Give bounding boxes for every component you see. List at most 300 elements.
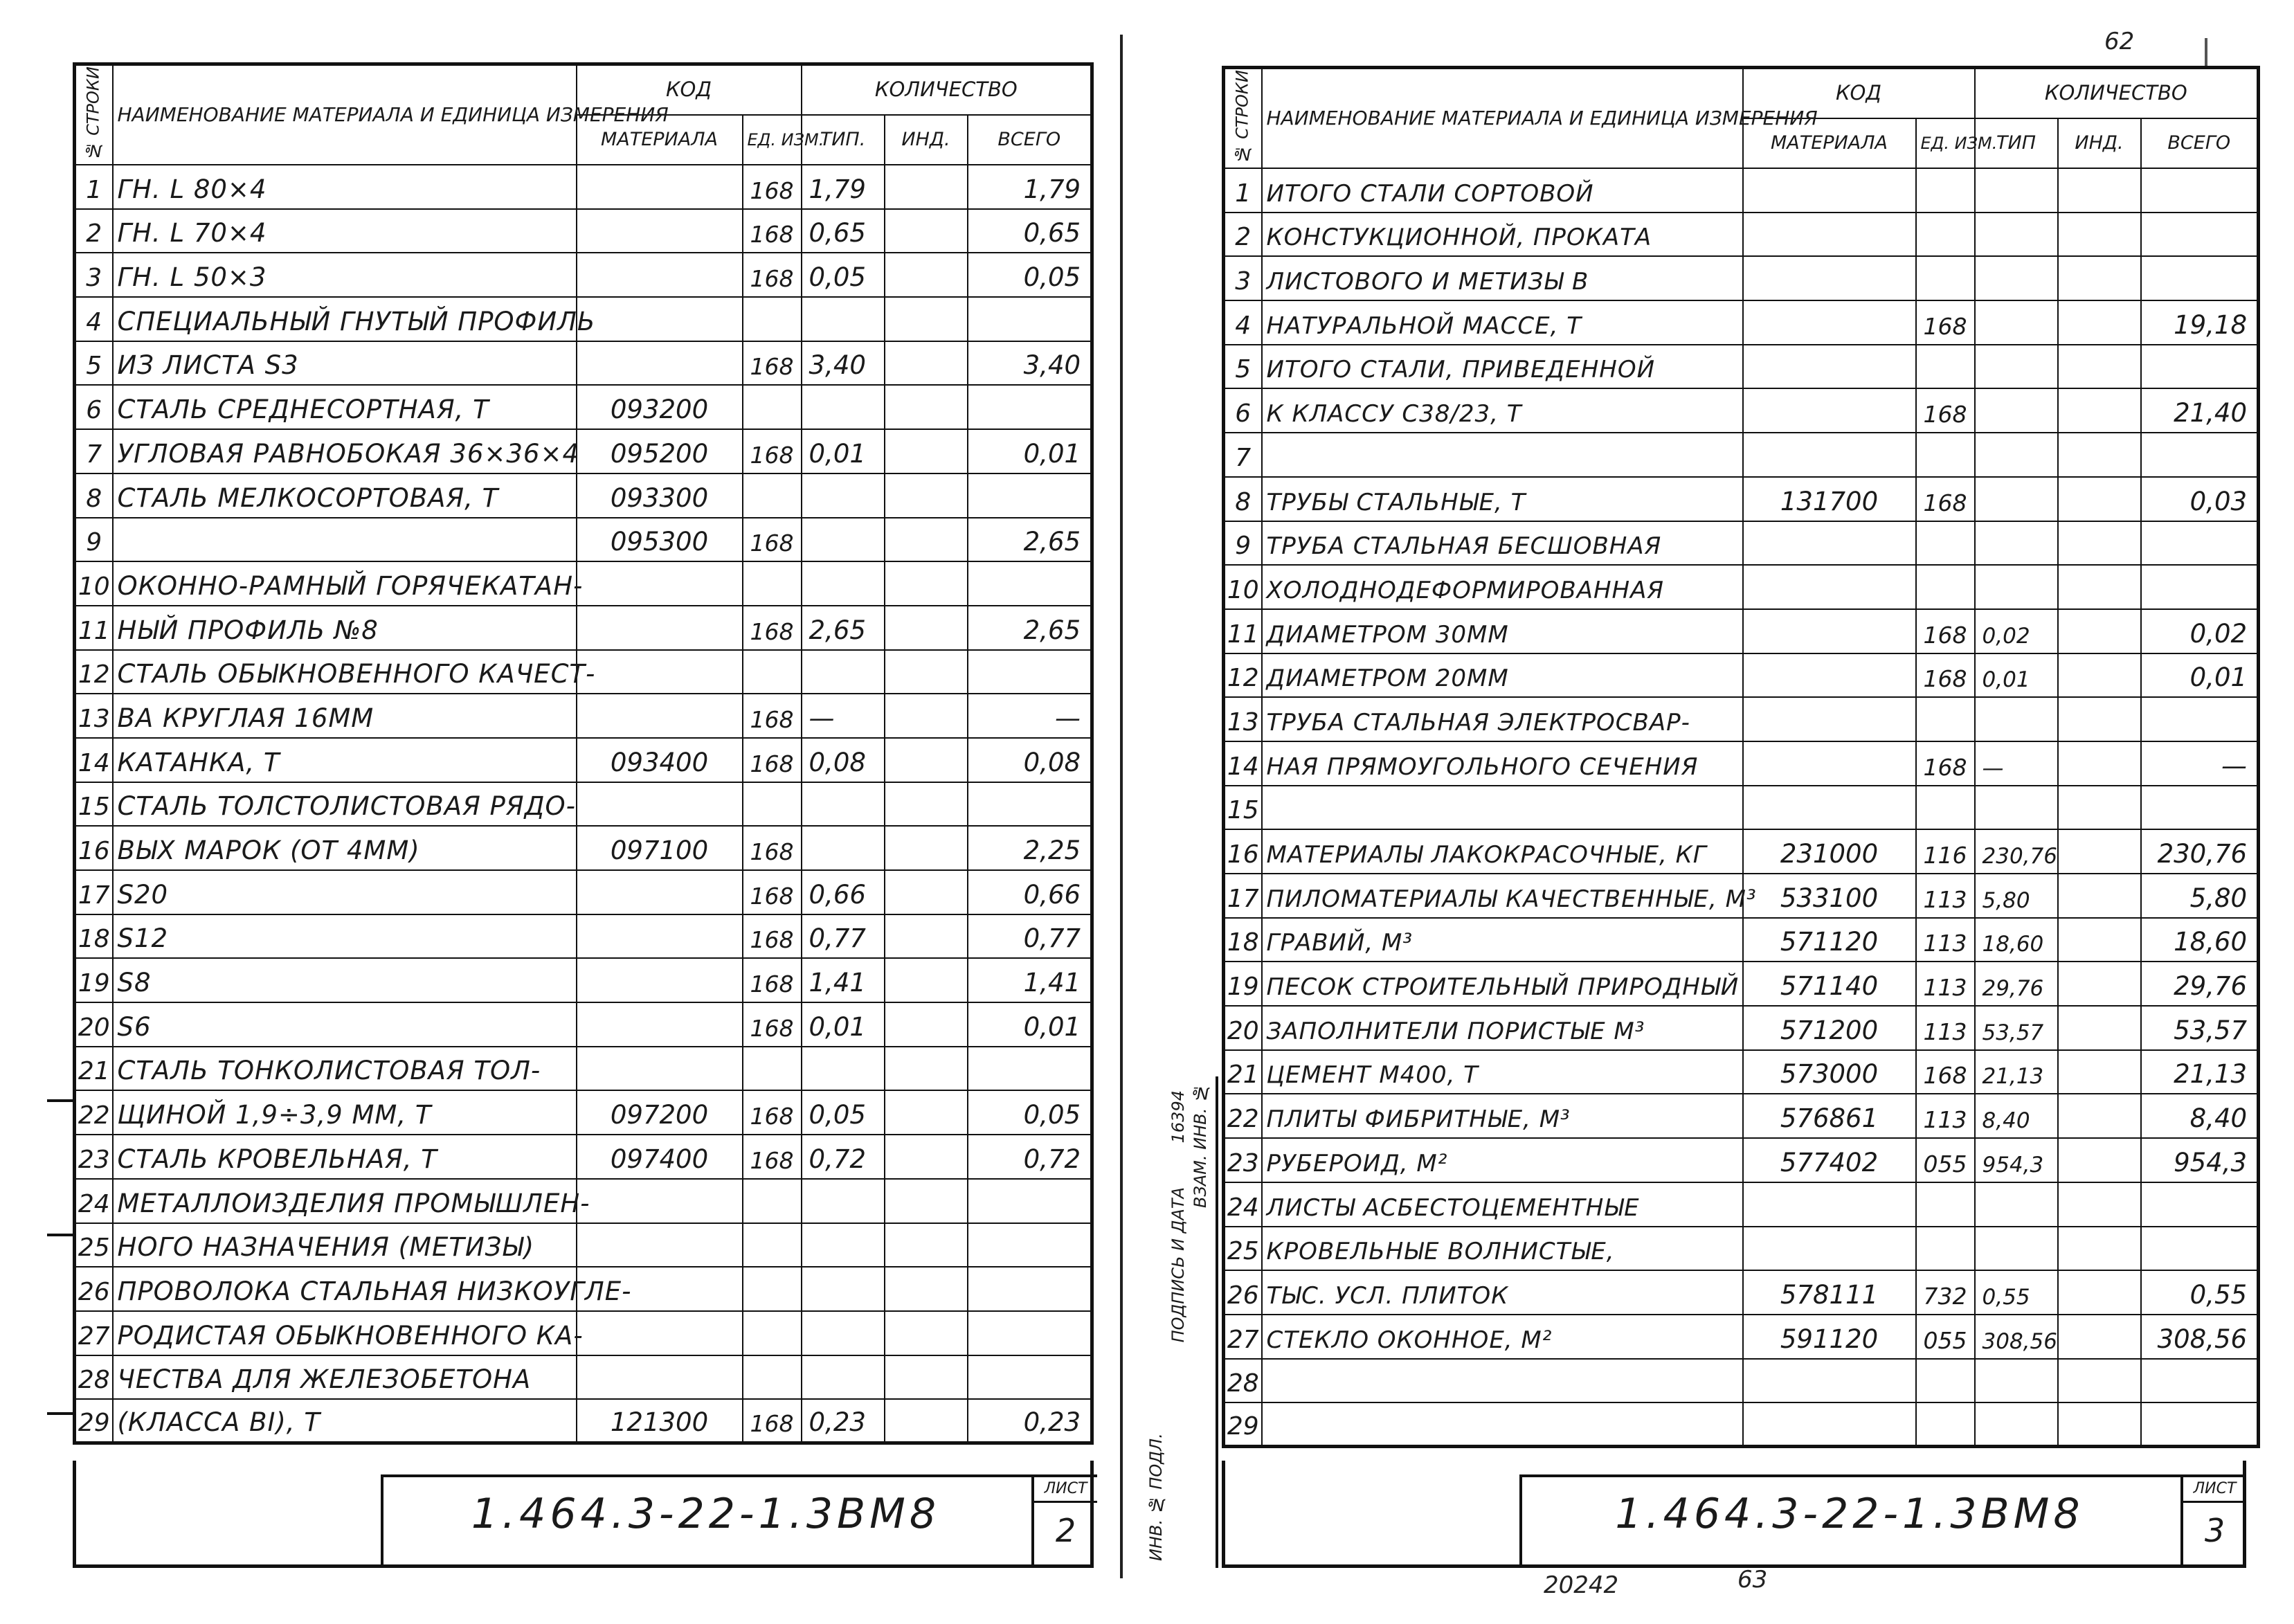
material-code-cell (1743, 388, 1916, 433)
qty-type-cell: 0,01 (1975, 653, 2058, 698)
unit-code-cell (743, 782, 802, 827)
material-code-cell (577, 297, 743, 341)
qty-ind-cell (2058, 565, 2141, 609)
row-number-cell: 15 (75, 782, 113, 827)
row-number-cell: 5 (75, 341, 113, 386)
qty-type-cell: — (1975, 741, 2058, 786)
qty-total-cell (2141, 565, 2259, 609)
table-row (75, 958, 1092, 1002)
table-row (1224, 1094, 2259, 1138)
material-code-cell: 121300 (577, 1399, 743, 1443)
unit-code-cell: 168 (743, 341, 802, 386)
unit-code-cell: 168 (743, 958, 802, 1002)
row-number-cell: 11 (75, 606, 113, 650)
qty-total-cell (968, 561, 1092, 606)
material-code-cell (1743, 697, 1916, 741)
material-code-cell: 097400 (577, 1135, 743, 1179)
qty-ind-cell (885, 1267, 968, 1311)
row-number-cell: 2 (75, 209, 113, 253)
material-name-cell (1262, 786, 1743, 830)
page-number-bottom: 63 (1737, 1566, 1768, 1594)
unit-code-cell (1916, 1182, 1975, 1227)
table-row (1224, 433, 2259, 477)
row-number-cell: 11 (1224, 609, 1262, 653)
material-code-cell (1743, 1182, 1916, 1227)
qty-type-cell: 0,66 (802, 870, 885, 914)
row-number-cell: 9 (1224, 521, 1262, 566)
row-number-cell: 27 (1224, 1315, 1262, 1359)
qty-ind-cell (885, 1399, 968, 1443)
table-row (75, 1002, 1092, 1047)
row-number-cell: 25 (75, 1223, 113, 1267)
page-mark-top: 62 (2104, 28, 2135, 55)
unit-code-cell (743, 1267, 802, 1311)
qty-ind-cell (2058, 609, 2141, 653)
table-row (75, 209, 1092, 253)
unit-code-header: ЕД. ИЗМ. (1916, 118, 1975, 168)
qty-ind-cell (885, 341, 968, 386)
material-code-cell (577, 694, 743, 738)
margin-tick (47, 1412, 75, 1415)
material-code-cell: 571200 (1743, 1006, 1916, 1050)
qty-total-cell (968, 1047, 1092, 1091)
material-code-cell (577, 914, 743, 959)
material-name-cell: МЕТАЛЛОИЗДЕЛИЯ ПРОМЫШЛЕН- (113, 1179, 577, 1223)
unit-code-cell (743, 385, 802, 429)
qty-ind-cell (885, 650, 968, 694)
row-number-cell: 26 (1224, 1270, 1262, 1315)
qty-type-cell: 0,08 (802, 738, 885, 782)
material-code-cell: 571120 (1743, 918, 1916, 962)
row-number-cell: 29 (1224, 1402, 1262, 1447)
qty-type-cell: 0,55 (1975, 1270, 2058, 1315)
material-code-cell (577, 1311, 743, 1355)
row-number-cell: 6 (1224, 388, 1262, 433)
material-name-cell: НОГО НАЗНАЧЕНИЯ (МЕТИЗЫ) (113, 1223, 577, 1267)
qty-type-cell (802, 1355, 885, 1400)
qty-total-cell (2141, 521, 2259, 566)
qty-total-cell: 18,60 (2141, 918, 2259, 962)
material-name-cell: ГРАВИЙ, М³ (1262, 918, 1743, 962)
qty-type-cell (1975, 786, 2058, 830)
sheet-label: ЛИСТ (1034, 1477, 1097, 1503)
unit-code-cell: 113 (1916, 1006, 1975, 1050)
unit-code-cell (1916, 213, 1975, 257)
row-number-cell: 20 (75, 1002, 113, 1047)
material-name-cell: S6 (113, 1002, 577, 1047)
qty-type-cell (1975, 477, 2058, 521)
qty-type-cell (1975, 300, 2058, 345)
designation-box (381, 1474, 1097, 1564)
row-number-cell: 10 (75, 561, 113, 606)
table-row (75, 826, 1092, 870)
sign-date-label: ПОДПИСЬ И ДАТА (1168, 1187, 1188, 1343)
row-number-cell: 3 (75, 253, 113, 297)
material-name-cell: ЗАПОЛНИТЕЛИ ПОРИСТЫЕ М³ (1262, 1006, 1743, 1050)
material-code-cell (1743, 565, 1916, 609)
qty-total-cell (2141, 1227, 2259, 1271)
qty-total-cell: 1,41 (968, 958, 1092, 1002)
material-name-cell: S12 (113, 914, 577, 959)
row-number-cell: 13 (1224, 697, 1262, 741)
qty-ind-cell (2058, 477, 2141, 521)
qty-total-cell: 0,05 (968, 253, 1092, 297)
qty-total-cell (968, 650, 1092, 694)
qty-total-cell: 0,01 (2141, 653, 2259, 698)
material-code-cell: 231000 (1743, 829, 1916, 874)
material-name-cell: ЩИНОЙ 1,9÷3,9 ММ, Т (113, 1090, 577, 1135)
qty-ind-cell (2058, 1006, 2141, 1050)
material-code-cell (1743, 521, 1916, 566)
unit-code-cell: 113 (1916, 962, 1975, 1006)
qty-total-header: ВСЕГО (2141, 118, 2259, 168)
material-code-cell (1743, 345, 1916, 389)
qty-ind-cell (885, 1002, 968, 1047)
sheet-number: 2 (1055, 1512, 1076, 1549)
qty-total-cell (2141, 256, 2259, 300)
material-name-cell: СТАЛЬ ОБЫКНОВЕННОГО КАЧЕСТ- (113, 650, 577, 694)
unit-code-cell (1916, 521, 1975, 566)
unit-code-cell (743, 561, 802, 606)
qty-type-cell: 18,60 (1975, 918, 2058, 962)
table-row (1224, 256, 2259, 300)
document-designation: 1.464.3-22-1.3ВМ8 (471, 1490, 941, 1538)
unit-code-cell: 168 (743, 870, 802, 914)
unit-code-cell: 116 (1916, 829, 1975, 874)
qty-total-cell (2141, 213, 2259, 257)
material-name-cell: ТРУБЫ СТАЛЬНЫЕ, Т (1262, 477, 1743, 521)
material-code-header: МАТЕРИАЛА (577, 115, 743, 165)
unit-code-cell (743, 1047, 802, 1091)
material-code-cell (1743, 741, 1916, 786)
qty-ind-cell (2058, 1182, 2141, 1227)
table-row (75, 870, 1092, 914)
unit-code-cell: 168 (743, 694, 802, 738)
material-code-cell (1743, 1402, 1916, 1447)
qty-type-cell: 8,40 (1975, 1094, 2058, 1138)
table-row (75, 253, 1092, 297)
material-name-cell: СТАЛЬ ТОЛСТОЛИСТОВАЯ РЯДО- (113, 782, 577, 827)
table-row (1224, 653, 2259, 698)
qty-type-cell: 1,79 (802, 165, 885, 209)
table-row (75, 1135, 1092, 1179)
material-code-cell (577, 1179, 743, 1223)
qty-total-cell (2141, 1402, 2259, 1447)
sheet-label: ЛИСТ (2183, 1477, 2246, 1503)
qty-ind-cell (2058, 874, 2141, 918)
row-number-cell: 21 (75, 1047, 113, 1091)
unit-code-cell: 113 (1916, 874, 1975, 918)
material-code-cell (577, 1047, 743, 1091)
material-name-cell (1262, 433, 1743, 477)
table-row (1224, 213, 2259, 257)
qty-ind-cell (885, 518, 968, 562)
qty-type-header: ТИП. (802, 115, 885, 165)
qty-type-cell (1975, 433, 2058, 477)
row-number-cell: 5 (1224, 345, 1262, 389)
row-number-cell: 17 (1224, 874, 1262, 918)
unit-code-cell (1916, 1402, 1975, 1447)
table-row (75, 561, 1092, 606)
material-code-cell: 591120 (1743, 1315, 1916, 1359)
table-row (1224, 1227, 2259, 1271)
row-number-cell: 16 (1224, 829, 1262, 874)
sheet-number-box (2180, 1477, 2246, 1564)
qty-ind-cell (2058, 388, 2141, 433)
unit-code-cell: 168 (743, 1090, 802, 1135)
unit-code-cell: 113 (1916, 918, 1975, 962)
material-code-cell (577, 341, 743, 386)
material-code-cell (577, 958, 743, 1002)
unit-code-cell (743, 1223, 802, 1267)
material-name-cell: ЧЕСТВА ДЛЯ ЖЕЛЕЗОБЕТОНА (113, 1355, 577, 1400)
qty-total-cell (968, 473, 1092, 518)
qty-ind-cell (885, 1179, 968, 1223)
material-name-cell: КОНСТУКЦИОННОЙ, ПРОКАТА (1262, 213, 1743, 257)
unit-code-cell (1916, 433, 1975, 477)
material-name-cell: К КЛАССУ С38/23, Т (1262, 388, 1743, 433)
material-code-cell: 573000 (1743, 1050, 1916, 1094)
qty-total-cell: 0,03 (2141, 477, 2259, 521)
unit-code-cell: 732 (1916, 1270, 1975, 1315)
qty-ind-cell (885, 1090, 968, 1135)
unit-code-cell: 168 (1916, 609, 1975, 653)
unit-code-cell (1916, 786, 1975, 830)
row-number-cell: 20 (1224, 1006, 1262, 1050)
material-code-cell (1743, 1227, 1916, 1271)
qty-total-cell: 1,79 (968, 165, 1092, 209)
qty-type-cell: 0,01 (802, 1002, 885, 1047)
unit-code-cell: 168 (743, 429, 802, 473)
qty-type-cell: 0,77 (802, 914, 885, 959)
table-row (1224, 697, 2259, 741)
unit-code-cell (1916, 345, 1975, 389)
table-row (1224, 521, 2259, 566)
material-name-cell: СТЕКЛО ОКОННОЕ, М² (1262, 1315, 1743, 1359)
qty-ind-cell (2058, 786, 2141, 830)
unit-code-cell: 055 (1916, 1138, 1975, 1182)
order-number: 20242 (1544, 1571, 1619, 1599)
qty-ind-cell (2058, 433, 2141, 477)
material-name-cell: СТАЛЬ МЕЛКОСОРТОВАЯ, Т (113, 473, 577, 518)
qty-total-cell: 5,80 (2141, 874, 2259, 918)
material-code-cell: 131700 (1743, 477, 1916, 521)
material-name-header: НАИМЕНОВАНИЕ МАТЕРИАЛА И ЕДИНИЦА ИЗМЕРЕНИЯ (1262, 68, 1743, 169)
qty-total-cell (2141, 786, 2259, 830)
row-number-cell: 1 (75, 165, 113, 209)
qty-total-cell (2141, 345, 2259, 389)
row-number-cell: 23 (1224, 1138, 1262, 1182)
material-name-header: НАИМЕНОВАНИЕ МАТЕРИАЛА И ЕДИНИЦА ИЗМЕРЕНИЯ (113, 64, 577, 165)
table-row (75, 473, 1092, 518)
material-code-cell (1743, 653, 1916, 698)
code-header: КОД (1743, 68, 1975, 119)
qty-total-cell: 2,65 (968, 606, 1092, 650)
quantity-header: КОЛИЧЕСТВО (802, 64, 1092, 116)
qty-total-cell (2141, 433, 2259, 477)
unit-code-cell: 168 (743, 1399, 802, 1443)
material-name-cell: ТРУБА СТАЛЬНАЯ БЕСШОВНАЯ (1262, 521, 1743, 566)
qty-ind-cell (885, 473, 968, 518)
qty-total-cell: 230,76 (2141, 829, 2259, 874)
row-number-cell: 7 (1224, 433, 1262, 477)
row-number-cell: 26 (75, 1267, 113, 1311)
row-number-cell: 24 (1224, 1182, 1262, 1227)
qty-type-cell: 53,57 (1975, 1006, 2058, 1050)
qty-type-cell: 308,56 (1975, 1315, 2058, 1359)
qty-type-cell (1975, 256, 2058, 300)
qty-ind-cell (2058, 1359, 2141, 1403)
material-name-cell (113, 518, 577, 562)
qty-ind-cell (885, 782, 968, 827)
row-number-cell: 15 (1224, 786, 1262, 830)
qty-type-cell: 0,02 (1975, 609, 2058, 653)
row-number-cell: 22 (75, 1090, 113, 1135)
material-name-cell: ГН. L 80×4 (113, 165, 577, 209)
table-row (1224, 874, 2259, 918)
material-name-cell: ПЕСОК СТРОИТЕЛЬНЫЙ ПРИРОДНЫЙ (1262, 962, 1743, 1006)
qty-total-cell: 0,08 (968, 738, 1092, 782)
row-number-cell: 4 (75, 297, 113, 341)
qty-total-cell (2141, 1359, 2259, 1403)
qty-ind-cell (885, 738, 968, 782)
material-code-cell: 093400 (577, 738, 743, 782)
table-row (1224, 829, 2259, 874)
material-name-cell (1262, 1359, 1743, 1403)
qty-ind-cell (885, 1355, 968, 1400)
table-row (75, 606, 1092, 650)
row-number-cell: 19 (1224, 962, 1262, 1006)
material-name-cell: ДИАМЕТРОМ 20ММ (1262, 653, 1743, 698)
qty-total-cell: 21,13 (2141, 1050, 2259, 1094)
qty-type-cell (1975, 565, 2058, 609)
table-row (1224, 300, 2259, 345)
qty-type-cell: 0,65 (802, 209, 885, 253)
qty-type-cell (802, 561, 885, 606)
qty-total-cell: 0,01 (968, 429, 1092, 473)
material-code-cell: 577402 (1743, 1138, 1916, 1182)
qty-type-cell (802, 826, 885, 870)
material-code-cell (577, 165, 743, 209)
row-number-cell: 28 (1224, 1359, 1262, 1403)
qty-type-cell (802, 1311, 885, 1355)
qty-total-cell: 53,57 (2141, 1006, 2259, 1050)
table-row (1224, 1270, 2259, 1315)
material-name-cell: (КЛАССА BI), Т (113, 1399, 577, 1443)
row-number-cell: 12 (75, 650, 113, 694)
material-code-cell: 093200 (577, 385, 743, 429)
material-code-cell (1743, 1359, 1916, 1403)
qty-ind-cell (2058, 521, 2141, 566)
qty-total-cell: 0,66 (968, 870, 1092, 914)
qty-type-cell (1975, 521, 2058, 566)
qty-ind-cell (2058, 962, 2141, 1006)
table-row (1224, 477, 2259, 521)
table-row (1224, 1182, 2259, 1227)
row-number-cell: 28 (75, 1355, 113, 1400)
qty-ind-cell (2058, 1050, 2141, 1094)
material-name-cell: ПИЛОМАТЕРИАЛЫ КАЧЕСТВЕННЫЕ, М³ (1262, 874, 1743, 918)
qty-total-cell: 0,77 (968, 914, 1092, 959)
unit-code-cell: 168 (743, 209, 802, 253)
qty-total-cell (968, 385, 1092, 429)
unit-code-header: ЕД. ИЗМ. (743, 115, 802, 165)
table-row (75, 1047, 1092, 1091)
row-number-cell: 9 (75, 518, 113, 562)
qty-ind-cell (2058, 653, 2141, 698)
material-name-cell: НЫЙ ПРОФИЛЬ №8 (113, 606, 577, 650)
qty-type-cell (1975, 1402, 2058, 1447)
table-row (75, 1267, 1092, 1311)
row-number-header: № СТРОКИ (75, 64, 113, 165)
quantity-header: КОЛИЧЕСТВО (1975, 68, 2259, 119)
qty-total-header: ВСЕГО (968, 115, 1092, 165)
qty-total-cell (968, 1311, 1092, 1355)
qty-total-cell: 2,65 (968, 518, 1092, 562)
unit-code-cell (743, 1355, 802, 1400)
qty-ind-cell (2058, 256, 2141, 300)
qty-type-cell: 0,05 (802, 1090, 885, 1135)
table-row (75, 165, 1092, 209)
qty-type-cell: 0,23 (802, 1399, 885, 1443)
material-code-cell (577, 1002, 743, 1047)
qty-ind-cell (2058, 1402, 2141, 1447)
qty-type-cell: 230,76 (1975, 829, 2058, 874)
material-name-cell: S8 (113, 958, 577, 1002)
qty-ind-header: ИНД. (885, 115, 968, 165)
qty-total-cell: 0,02 (2141, 609, 2259, 653)
material-name-cell: S20 (113, 870, 577, 914)
qty-type-cell (802, 518, 885, 562)
table-row (75, 1223, 1092, 1267)
material-code-cell: 095300 (577, 518, 743, 562)
unit-code-cell (743, 473, 802, 518)
material-name-cell: ТРУБА СТАЛЬНАЯ ЭЛЕКТРОСВАР- (1262, 697, 1743, 741)
row-number-cell: 16 (75, 826, 113, 870)
unit-code-cell (743, 650, 802, 694)
table-row (1224, 1050, 2259, 1094)
qty-total-cell: 21,40 (2141, 388, 2259, 433)
material-code-cell (1743, 609, 1916, 653)
material-code-cell: 533100 (1743, 874, 1916, 918)
qty-total-cell: 19,18 (2141, 300, 2259, 345)
right-table-body (1224, 168, 2259, 1447)
unit-code-cell: 168 (743, 165, 802, 209)
unit-code-cell: 168 (743, 738, 802, 782)
material-name-cell: ИТОГО СТАЛИ СОРТОВОЙ (1262, 168, 1743, 213)
material-name-cell: ЦЕМЕНТ М400, Т (1262, 1050, 1743, 1094)
unit-code-cell (1916, 1227, 1975, 1271)
row-number-cell: 2 (1224, 213, 1262, 257)
qty-type-cell (802, 473, 885, 518)
qty-type-cell (1975, 213, 2058, 257)
qty-ind-cell (885, 1311, 968, 1355)
row-number-cell: 19 (75, 958, 113, 1002)
qty-type-cell: 5,80 (1975, 874, 2058, 918)
table-row (1224, 1315, 2259, 1359)
row-number-cell: 22 (1224, 1094, 1262, 1138)
material-name-cell: ПЛИТЫ ФИБРИТНЫЕ, М³ (1262, 1094, 1743, 1138)
row-number-cell: 7 (75, 429, 113, 473)
qty-type-cell (802, 297, 885, 341)
qty-total-cell: 308,56 (2141, 1315, 2259, 1359)
material-name-cell (1262, 1402, 1743, 1447)
qty-total-cell (968, 1179, 1092, 1223)
qty-total-cell (2141, 697, 2259, 741)
qty-ind-cell (885, 694, 968, 738)
row-number-cell: 8 (75, 473, 113, 518)
material-name-cell: СПЕЦИАЛЬНЫЙ ГНУТЫЙ ПРОФИЛЬ (113, 297, 577, 341)
